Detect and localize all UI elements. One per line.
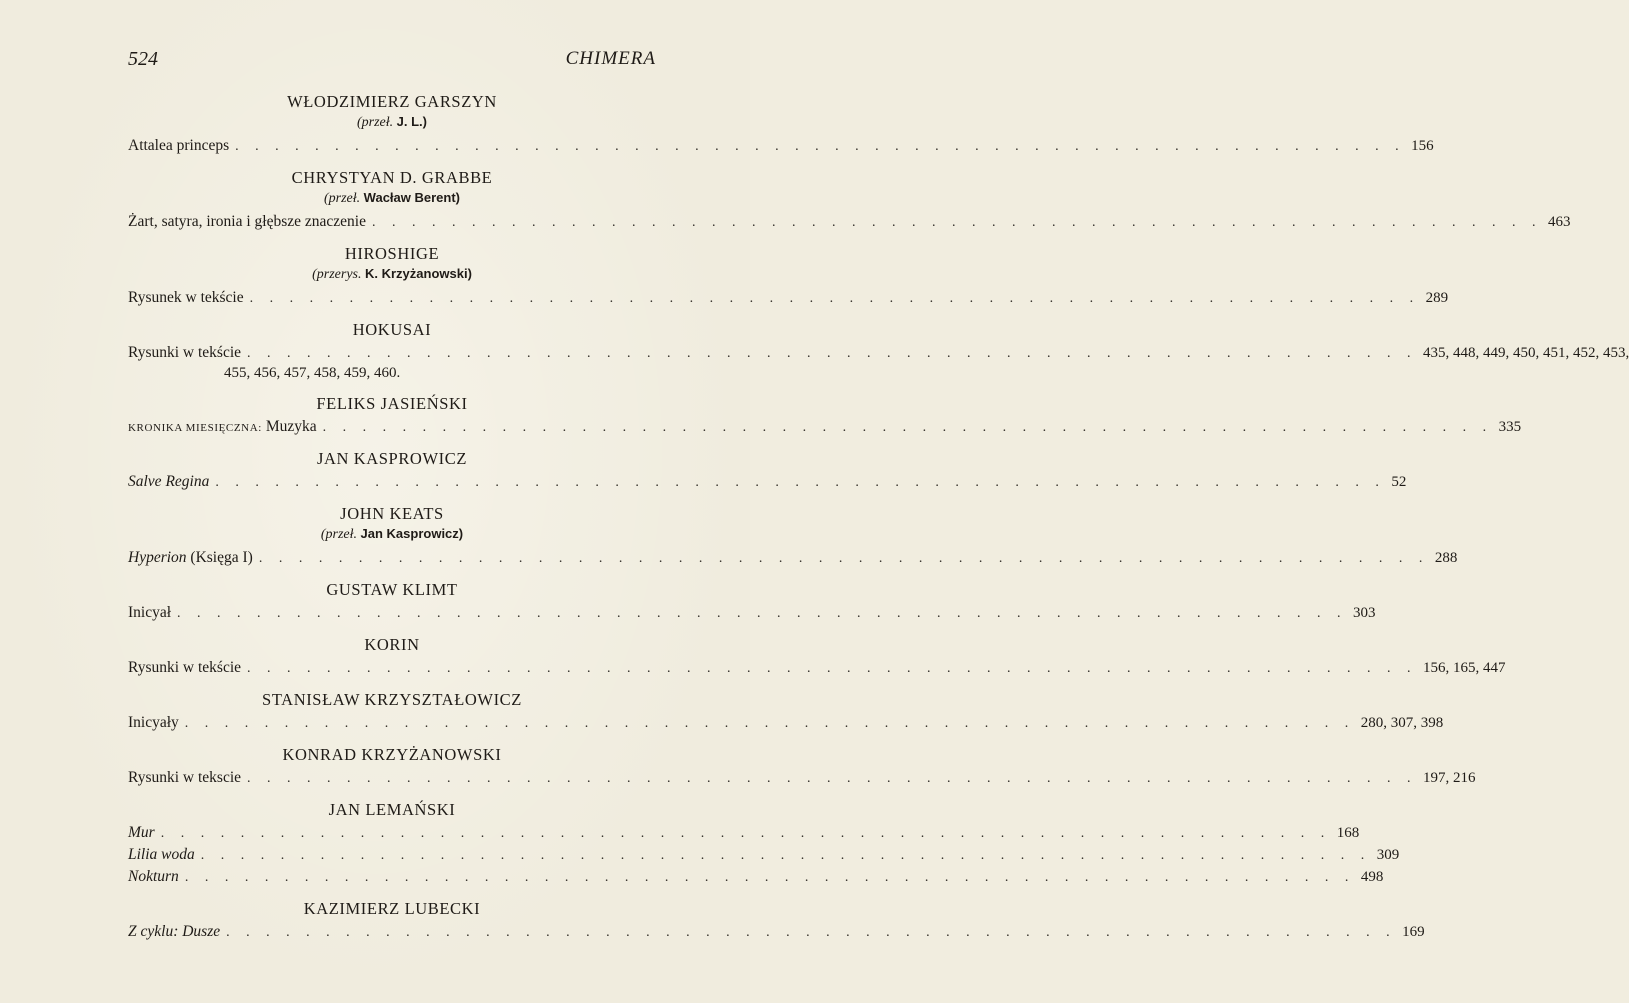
author-name: WŁODZIMIERZ GARSZYN (287, 92, 497, 111)
index-entry (128, 602, 1376, 624)
dot-leader: . . . . . . . . . . . . . . . . . . . . . . . . . . . . . . . . . . . . . . . . . . . . . . . . . . . . . . . . . . . (160, 826, 1331, 841)
entry-title: Hyperion (Księga I) (128, 549, 253, 566)
author-block (128, 580, 1376, 624)
translator-credit: (przeł. Jan Kasprowicz) (320, 526, 464, 542)
entry-pages: 335 (1498, 419, 1522, 435)
entry-title: KRONIKA MIESIĘCZNA: Muzyka (128, 418, 317, 435)
index-entry (128, 866, 1384, 888)
dot-leader: . . . . . . . . . . . . . . . . . . . . . . . . . . . . . . . . . . . . . . . . . . . . . . . . . . . . . . . . . . . (247, 661, 1418, 676)
author-block (128, 92, 1434, 157)
index-entry (128, 822, 1360, 844)
dot-leader: . . . . . . . . . . . . . . . . . . . . . . . . . . . . . . . . . . . . . . . . . . . . . . . . . . . . . . . . . . . (249, 291, 1420, 306)
index-entry (128, 844, 1400, 866)
index-entry (128, 712, 1444, 734)
index-entry (128, 287, 1449, 309)
entry-pages: 156, 165, 447 (1423, 660, 1506, 676)
author-block (128, 899, 1425, 943)
entry-pages: 435, 448, 449, 450, 451, 452, 453, (1423, 345, 1629, 361)
author-name: KONRAD KRZYŻANOWSKI (282, 745, 502, 764)
entry-pages: 463 (1547, 214, 1571, 230)
author-name: JAN KASPROWICZ (316, 449, 468, 468)
index-entry (128, 657, 1506, 679)
author-block (128, 745, 1476, 789)
dot-leader: . . . . . . . . . . . . . . . . . . . . . . . . . . . . . . . . . . . . . . . . . . . . . . . . . . . . . . . . . . . (177, 606, 1348, 621)
entry-title: Nokturn (128, 868, 179, 885)
author-name: JOHN KEATS (340, 504, 444, 523)
entry-title: Rysunki w tekście (128, 659, 242, 676)
translator-credit: (przeł. J. L.) (356, 114, 427, 130)
dot-leader: . . . . . . . . . . . . . . . . . . . . . . . . . . . . . . . . . . . . . . . . . . . . . . . . . . . . . . . . . . . (226, 925, 1397, 940)
entry-pages: 289 (1425, 290, 1449, 306)
author-name: CHRYSTYAN D. GRABBE (291, 168, 493, 187)
author-block (128, 800, 1400, 888)
dot-leader: . . . . . . . . . . . . . . . . . . . . . . . . . . . . . . . . . . . . . . . . . . . . . . . . . . . . . . . . . . . (200, 848, 1371, 863)
page-header (128, 48, 656, 74)
author-block (128, 320, 1629, 383)
author-name: KAZIMIERZ LUBECKI (303, 899, 481, 918)
index-entry (128, 767, 1476, 789)
author-block (128, 690, 1444, 734)
dot-leader: . . . . . . . . . . . . . . . . . . . . . . . . . . . . . . . . . . . . . . . . . . . . . . . . . . . . . . . . . . . (322, 420, 1493, 435)
translator-credit: (przeł. Wacław Berent) (324, 190, 460, 206)
entry-pages: 168 (1336, 825, 1360, 841)
entry-pages: 309 (1376, 847, 1400, 863)
entry-pages: 280, 307, 398 (1360, 715, 1444, 731)
entry-pages: 303 (1353, 605, 1376, 621)
index-entry (128, 547, 1458, 569)
entry-title: Inicyał (128, 604, 172, 621)
author-block (128, 244, 1449, 309)
index-entry (128, 471, 1407, 493)
author-name: KORIN (364, 635, 420, 654)
entry-pages: 156 (1411, 138, 1434, 154)
author-name: HIROSHIGE (344, 244, 440, 263)
entry-pages: 288 (1434, 550, 1458, 566)
dot-leader: . . . . . . . . . . . . . . . . . . . . . . . . . . . . . . . . . . . . . . . . . . . . . . . . . . . . . . . . . . . (247, 771, 1418, 786)
index-entry (128, 416, 1522, 438)
index-entry (128, 211, 1571, 233)
dot-leader: . . . . . . . . . . . . . . . . . . . . . . . . . . . . . . . . . . . . . . . . . . . . . . . . . . . . . . . . . . . (235, 139, 1406, 154)
page-number: 524 (128, 48, 158, 70)
journal-title: CHIMERA (565, 48, 656, 69)
entry-pages: 52 (1391, 474, 1407, 490)
entry-title: Mur (128, 824, 155, 841)
dot-leader: . . . . . . . . . . . . . . . . . . . . . . . . . . . . . . . . . . . . . . . . . . . . . . . . . . . . . . . . . . . (247, 346, 1418, 361)
translator-credit: (przerys. K. Krzyżanowski) (312, 266, 472, 282)
author-name: GUSTAW KLIMT (326, 580, 458, 599)
entry-title: Rysunki w tekscie (128, 769, 242, 786)
entry-title: Rysunek w tekście (128, 289, 244, 306)
author-block (128, 635, 1506, 679)
entry-title: Salve Regina (128, 473, 210, 490)
author-block (128, 449, 1407, 493)
author-name: STANISŁAW KRZYSZTAŁOWICZ (262, 690, 522, 709)
entry-title: Z cyklu: Dusze (128, 923, 221, 940)
entry-pages: 197, 216 (1423, 770, 1476, 786)
dot-leader: . . . . . . . . . . . . . . . . . . . . . . . . . . . . . . . . . . . . . . . . . . . . . . . . . . . . . . . . . . . (258, 551, 1429, 566)
dot-leader: . . . . . . . . . . . . . . . . . . . . . . . . . . . . . . . . . . . . . . . . . . . . . . . . . . . . . . . . . . . (215, 475, 1386, 490)
author-name: FELIKS JASIEŃSKI (316, 394, 468, 413)
entry-pages-continued: 455, 456, 457, 458, 459, 460. (224, 365, 401, 381)
entry-title: Żart, satyra, ironia i głębsze znaczenie (128, 213, 366, 230)
entry-title: Attalea princeps (128, 137, 230, 154)
index-list (128, 92, 1629, 943)
index-entry (128, 921, 1425, 943)
entry-title: Inicyały (128, 714, 179, 731)
entry-title: Rysunki w tekście (128, 344, 242, 361)
author-name: JAN LEMAŃSKI (328, 800, 456, 819)
author-block (128, 168, 1571, 233)
section-label: KRONIKA MIESIĘCZNA: (128, 422, 262, 434)
index-entry (128, 342, 1629, 364)
dot-leader: . . . . . . . . . . . . . . . . . . . . . . . . . . . . . . . . . . . . . . . . . . . . . . . . . . . . . . . . . . . (184, 716, 1355, 731)
entry-pages: 498 (1360, 869, 1384, 885)
entry-title: Lilia woda (128, 846, 195, 863)
index-entry (128, 135, 1434, 157)
author-block (128, 504, 1458, 569)
dot-leader: . . . . . . . . . . . . . . . . . . . . . . . . . . . . . . . . . . . . . . . . . . . . . . . . . . . . . . . . . . . (184, 870, 1355, 885)
dot-leader: . . . . . . . . . . . . . . . . . . . . . . . . . . . . . . . . . . . . . . . . . . . . . . . . . . . . . . . . . . . (371, 215, 1542, 230)
author-name: HOKUSAI (352, 320, 432, 339)
author-block (128, 394, 1522, 438)
entry-pages: 169 (1402, 924, 1425, 940)
